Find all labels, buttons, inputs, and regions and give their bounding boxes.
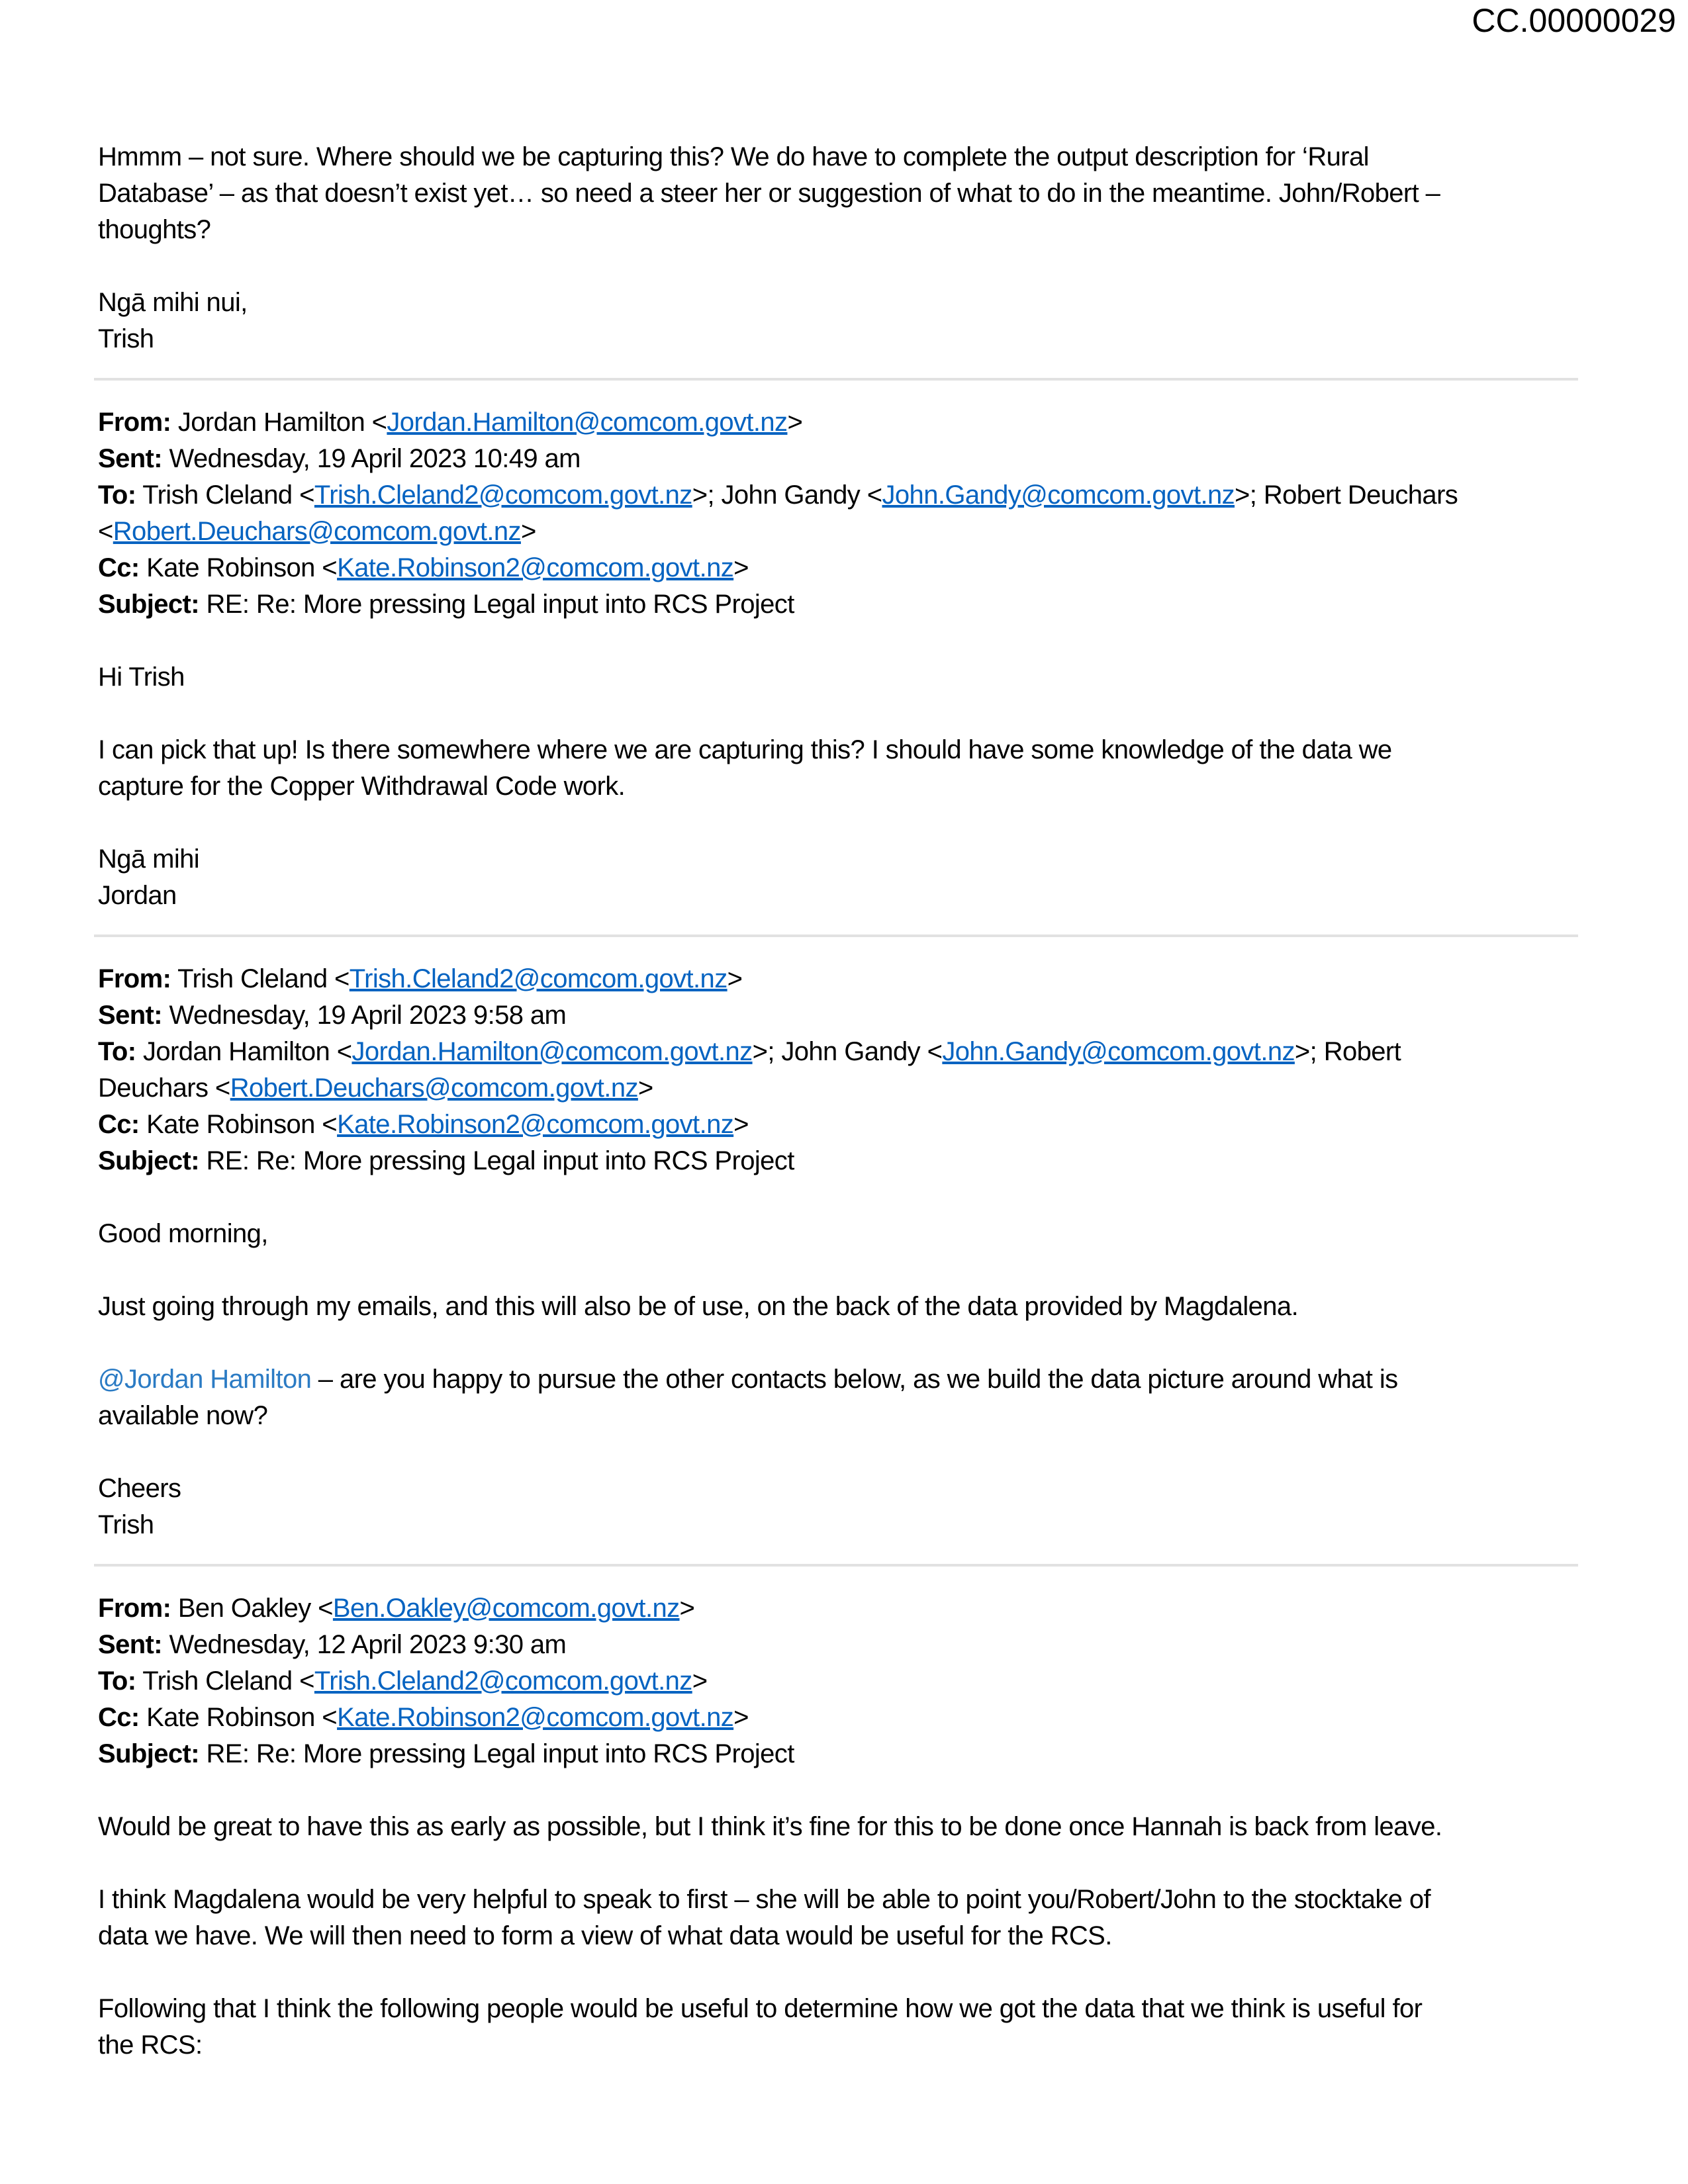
message-paragraph bbox=[98, 1289, 1574, 1325]
divider bbox=[94, 1564, 1578, 1567]
sender-name: Trish Cleland bbox=[177, 964, 328, 993]
cc-email-link[interactable]: Kate.Robinson2@comcom.govt.nz bbox=[337, 553, 734, 582]
signature bbox=[98, 841, 1574, 914]
to-field-continued: Deuchars <Robert.Deuchars@comcom.govt.nz> bbox=[98, 1073, 653, 1103]
to-field: To: Jordan Hamilton <Jordan.Hamilton@comcom.govt.nz>; John Gandy <John.Gandy@comcom.govt.nz>; Robert bbox=[98, 1037, 1401, 1066]
message-paragraph bbox=[98, 1882, 1574, 1954]
cc-name: Kate Robinson bbox=[146, 1703, 315, 1732]
text-line: available now? bbox=[98, 1401, 268, 1430]
divider bbox=[94, 934, 1578, 937]
email-message bbox=[98, 1590, 1574, 2064]
recipient-email-link[interactable]: John.Gandy@comcom.govt.nz bbox=[942, 1037, 1295, 1066]
cc-label: Cc: bbox=[98, 1110, 140, 1139]
recipient-email-link[interactable]: Robert.Deuchars@comcom.govt.nz bbox=[230, 1073, 638, 1103]
text-line: Trish bbox=[98, 1510, 154, 1539]
email-header bbox=[98, 1590, 1574, 1772]
recipient-name: Robert Deuchars bbox=[1263, 480, 1458, 510]
subject-text: RE: Re: More pressing Legal input into RCS Project bbox=[206, 590, 794, 619]
text-line: Ngā mihi bbox=[98, 844, 200, 874]
sent-field bbox=[98, 997, 1574, 1034]
bates-number: CC.00000029 bbox=[1472, 2, 1676, 39]
recipient-email-link[interactable]: Robert.Deuchars@comcom.govt.nz bbox=[113, 517, 521, 546]
message-paragraph bbox=[98, 732, 1574, 805]
text-line: Cheers bbox=[98, 1474, 181, 1503]
to-field: To: Trish Cleland <Trish.Cleland2@comcom.govt.nz>; John Gandy <John.Gandy@comcom.govt.nz>; Robert Deuchars bbox=[98, 480, 1458, 510]
text-line: Jordan bbox=[98, 881, 177, 910]
sent-date: Wednesday, 19 April 2023 10:49 am bbox=[169, 444, 581, 473]
to-field: To: Trish Cleland <Trish.Cleland2@comcom.govt.nz> bbox=[98, 1666, 708, 1696]
mention-link[interactable]: @Jordan Hamilton bbox=[98, 1365, 312, 1394]
sender-email-link[interactable]: Ben.Oakley@comcom.govt.nz bbox=[332, 1594, 680, 1623]
text-line: Following that I think the following people would be useful to determine how we got the data that we think is useful for bbox=[98, 1994, 1423, 2023]
text-line: Would be great to have this as early as possible, but I think it’s fine for this to be done once Hannah is back from leave. bbox=[98, 1812, 1442, 1841]
text-line: Ngā mihi nui, bbox=[98, 288, 248, 317]
subject-field bbox=[98, 1143, 1574, 1179]
text-line: data we have. We will then need to form a view of what data would be useful for the RCS. bbox=[98, 1921, 1112, 1950]
text-line: the RCS: bbox=[98, 2030, 203, 2060]
to-label: To: bbox=[98, 480, 136, 510]
sender-email-link[interactable]: Trish.Cleland2@comcom.govt.nz bbox=[349, 964, 727, 993]
text-line: capture for the Copper Withdrawal Code work. bbox=[98, 772, 626, 801]
text-line: Hi Trish bbox=[98, 662, 185, 692]
signature bbox=[98, 285, 1574, 357]
sent-field bbox=[98, 441, 1574, 477]
to-label: To: bbox=[98, 1037, 136, 1066]
sender-name: Jordan Hamilton bbox=[177, 408, 365, 437]
text-line: I can pick that up! Is there somewhere where we are capturing this? I should have some knowledge of the data we bbox=[98, 735, 1392, 764]
cc-name: Kate Robinson bbox=[146, 553, 315, 582]
from-label: From: bbox=[98, 408, 171, 437]
recipient-name: Deuchars bbox=[98, 1073, 209, 1103]
recipient-name: John Gandy bbox=[781, 1037, 921, 1066]
cc-label: Cc: bbox=[98, 1703, 140, 1732]
from-field: From: Jordan Hamilton <Jordan.Hamilton@comcom.govt.nz> bbox=[98, 408, 803, 437]
cc-email-link[interactable]: Kate.Robinson2@comcom.govt.nz bbox=[337, 1110, 734, 1139]
cc-field: Cc: Kate Robinson <Kate.Robinson2@comcom.govt.nz> bbox=[98, 553, 749, 582]
recipient-email-link[interactable]: Jordan.Hamilton@comcom.govt.nz bbox=[352, 1037, 753, 1066]
from-field: From: Ben Oakley <Ben.Oakley@comcom.govt.nz> bbox=[98, 1594, 695, 1623]
subject-text: RE: Re: More pressing Legal input into RCS Project bbox=[206, 1739, 794, 1768]
text-line: thoughts? bbox=[98, 215, 211, 244]
divider bbox=[94, 378, 1578, 381]
text-line bbox=[98, 1361, 1574, 1398]
message-paragraph bbox=[98, 139, 1574, 248]
sent-field bbox=[98, 1627, 1574, 1663]
email-message bbox=[98, 961, 1574, 1543]
from-label: From: bbox=[98, 964, 171, 993]
recipient-email-link[interactable]: Trish.Cleland2@comcom.govt.nz bbox=[314, 1666, 692, 1696]
recipient-name: Trish Cleland bbox=[142, 480, 293, 510]
cc-email-link[interactable]: Kate.Robinson2@comcom.govt.nz bbox=[337, 1703, 734, 1732]
recipient-name: John Gandy bbox=[721, 480, 861, 510]
recipient-name: Robert bbox=[1323, 1037, 1401, 1066]
email-header bbox=[98, 961, 1574, 1179]
message-paragraph bbox=[98, 1361, 1574, 1434]
text-line: Hmmm – not sure. Where should we be capturing this? We do have to complete the output description for ‘Rural bbox=[98, 142, 1369, 171]
sent-label: Sent: bbox=[98, 1001, 163, 1030]
cc-name: Kate Robinson bbox=[146, 1110, 315, 1139]
sender-email-link[interactable]: Jordan.Hamilton@comcom.govt.nz bbox=[387, 408, 788, 437]
email-thread bbox=[98, 139, 1574, 2100]
text-span: – are you happy to pursue the other contacts below, as we build the data picture around what is bbox=[311, 1365, 1398, 1394]
cc-field: Cc: Kate Robinson <Kate.Robinson2@comcom.govt.nz> bbox=[98, 1703, 749, 1732]
text-line: Good morning, bbox=[98, 1219, 268, 1248]
message-paragraph bbox=[98, 1991, 1574, 2064]
cc-field: Cc: Kate Robinson <Kate.Robinson2@comcom.govt.nz> bbox=[98, 1110, 749, 1139]
signature bbox=[98, 1471, 1574, 1543]
recipient-email-link[interactable]: John.Gandy@comcom.govt.nz bbox=[882, 480, 1235, 510]
subject-label: Subject: bbox=[98, 1146, 199, 1175]
email-message bbox=[98, 404, 1574, 914]
subject-label: Subject: bbox=[98, 1739, 199, 1768]
to-label: To: bbox=[98, 1666, 136, 1696]
message-paragraph bbox=[98, 659, 1574, 696]
subject-field bbox=[98, 1736, 1574, 1772]
text-line: I think Magdalena would be very helpful to speak to first – she will be able to point you/Robert/John to the stocktake of bbox=[98, 1885, 1431, 1914]
recipient-email-link[interactable]: Trish.Cleland2@comcom.govt.nz bbox=[314, 480, 692, 510]
message-paragraph bbox=[98, 1809, 1574, 1845]
subject-label: Subject: bbox=[98, 590, 199, 619]
subject-text: RE: Re: More pressing Legal input into RCS Project bbox=[206, 1146, 794, 1175]
text-line: Trish bbox=[98, 324, 154, 353]
subject-field bbox=[98, 586, 1574, 623]
sent-label: Sent: bbox=[98, 1630, 163, 1659]
cc-label: Cc: bbox=[98, 553, 140, 582]
message-paragraph bbox=[98, 1216, 1574, 1252]
sent-date: Wednesday, 12 April 2023 9:30 am bbox=[169, 1630, 567, 1659]
from-field: From: Trish Cleland <Trish.Cleland2@comcom.govt.nz> bbox=[98, 964, 743, 993]
to-field-continued: <Robert.Deuchars@comcom.govt.nz> bbox=[98, 517, 536, 546]
sender-name: Ben Oakley bbox=[177, 1594, 311, 1623]
text-line: Database’ – as that doesn’t exist yet… so need a steer her or suggestion of what to do in the meantime. John/Robert – bbox=[98, 179, 1440, 208]
email-header bbox=[98, 404, 1574, 623]
from-label: From: bbox=[98, 1594, 171, 1623]
recipient-name: Trish Cleland bbox=[142, 1666, 293, 1696]
sent-label: Sent: bbox=[98, 444, 163, 473]
recipient-name: Jordan Hamilton bbox=[142, 1037, 330, 1066]
sent-date: Wednesday, 19 April 2023 9:58 am bbox=[169, 1001, 567, 1030]
top-message bbox=[98, 139, 1574, 357]
text-line: Just going through my emails, and this will also be of use, on the back of the data provided by Magdalena. bbox=[98, 1292, 1299, 1321]
